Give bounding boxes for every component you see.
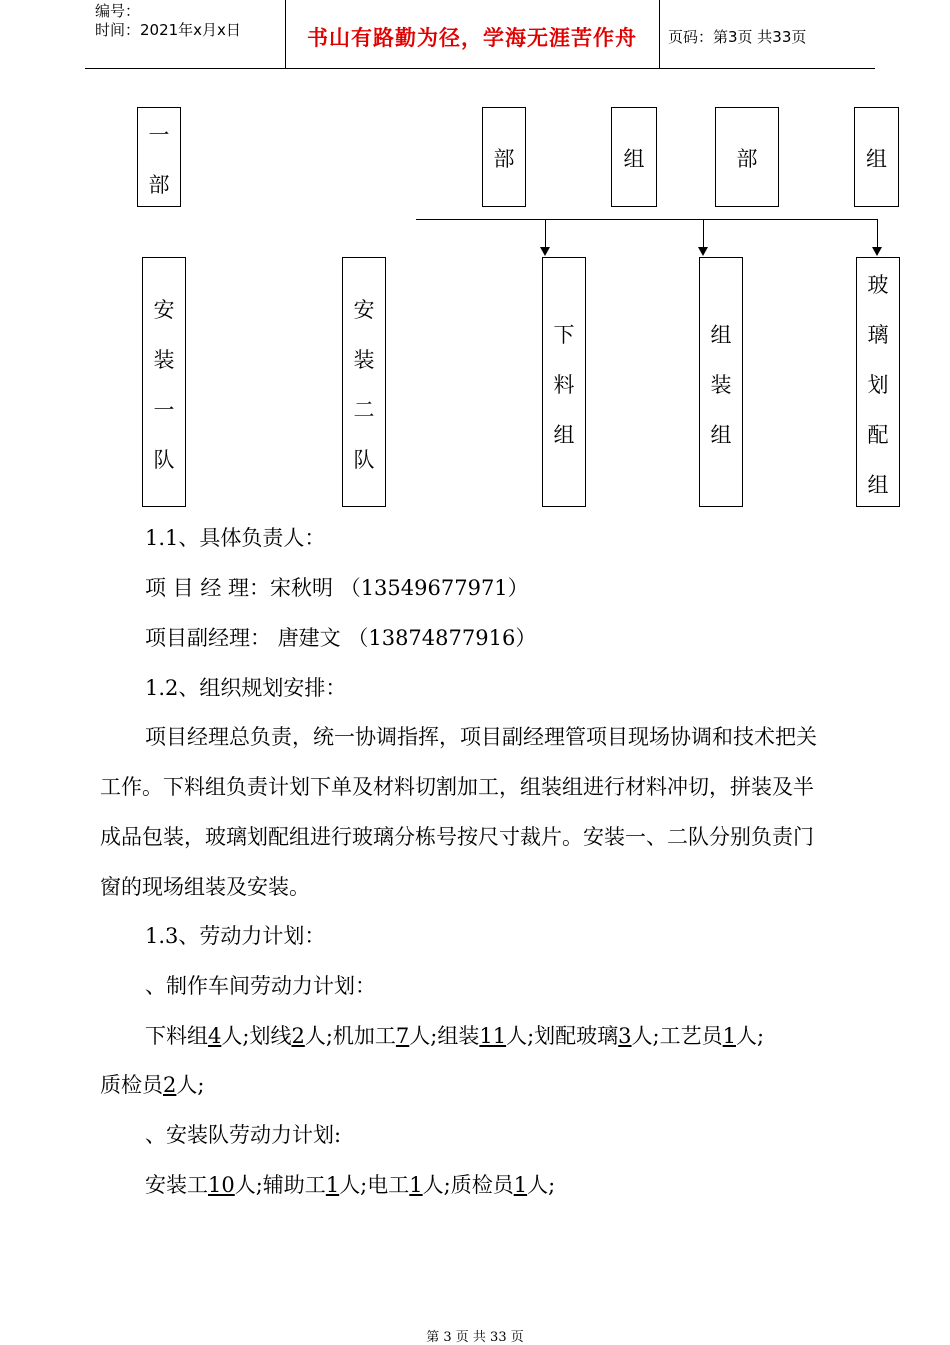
count: 3 bbox=[618, 1024, 632, 1048]
connector-line bbox=[877, 219, 878, 247]
org-box-char: 配 bbox=[867, 423, 889, 447]
org-box-char: 组 bbox=[866, 147, 887, 171]
org-box-char: 组 bbox=[553, 423, 575, 447]
date-label: 时间：2021年x月x日 bbox=[95, 21, 241, 39]
org-box-top-2 bbox=[482, 107, 526, 207]
count: 2 bbox=[163, 1073, 177, 1097]
label: 人;划线 bbox=[221, 1024, 292, 1048]
page-footer: 第 3 页 共 33 页 bbox=[426, 1330, 524, 1345]
org-box-char: 队 bbox=[153, 448, 175, 472]
org-box-char: 一 bbox=[153, 398, 175, 422]
count: 1 bbox=[513, 1173, 528, 1197]
serial-number-label: 编号： bbox=[95, 2, 141, 20]
header-page-info: 页码：第3页 共33页 bbox=[668, 28, 807, 46]
org-box-char: 部 bbox=[493, 147, 515, 171]
org-box-char: 组 bbox=[867, 473, 889, 497]
org-box-char: 组 bbox=[710, 323, 732, 347]
label: 下料组 bbox=[145, 1024, 208, 1048]
org-box-char: 一 bbox=[148, 123, 170, 147]
count: 1 bbox=[722, 1024, 736, 1048]
count: 4 bbox=[208, 1024, 222, 1048]
count: 10 bbox=[208, 1173, 235, 1197]
count: 1 bbox=[325, 1173, 340, 1197]
connector-line bbox=[416, 219, 878, 220]
label: 人;电工 bbox=[339, 1173, 410, 1197]
org-box-char: 装 bbox=[353, 348, 375, 372]
label: 人;质检员 bbox=[422, 1173, 514, 1197]
org-box-char: 下 bbox=[553, 323, 575, 347]
org-box-glass-group bbox=[856, 257, 900, 507]
org-box-top-4 bbox=[715, 107, 779, 207]
label: 人;组装 bbox=[409, 1024, 480, 1048]
org-box-char: 安 bbox=[353, 298, 375, 322]
arrow-down-icon bbox=[698, 247, 708, 256]
label: 人;机加工 bbox=[304, 1024, 396, 1048]
org-box-char: 划 bbox=[867, 373, 889, 397]
header-motto: 书山有路勤为径，学海无涯苦作舟 bbox=[307, 26, 637, 50]
org-box-top-1 bbox=[137, 107, 181, 207]
arrow-down-icon bbox=[872, 247, 882, 256]
workshop-plan-line bbox=[145, 1020, 764, 1050]
section-heading-1-1: 1.1、具体负责人： bbox=[145, 526, 326, 550]
org-box-char: 安 bbox=[153, 298, 175, 322]
deputy-manager-line: 项目副经理： 唐建文 （13874877916） bbox=[145, 626, 537, 650]
label: 人;划配玻璃 bbox=[506, 1024, 619, 1048]
paragraph-line: 窗的现场组装及安装。 bbox=[100, 875, 310, 899]
install-plan-title: 、安装队劳动力计划: bbox=[145, 1123, 342, 1147]
count: 11 bbox=[479, 1024, 507, 1048]
paragraph-line: 成品包装，玻璃划配组进行玻璃分栋号按尺寸裁片。安装一、二队分别负责门 bbox=[100, 825, 814, 849]
workshop-plan-title: 、制作车间劳动力计划： bbox=[145, 974, 376, 998]
section-heading-1-3: 1.3、劳动力计划： bbox=[145, 924, 326, 948]
org-box-char: 装 bbox=[153, 348, 175, 372]
org-box-char: 组 bbox=[710, 423, 732, 447]
org-box-char: 队 bbox=[353, 448, 375, 472]
label: 质检员 bbox=[100, 1073, 163, 1097]
org-box-char: 料 bbox=[553, 373, 575, 397]
paragraph-line: 工作。下料组负责计划下单及材料切割加工，组装组进行材料冲切，拼装及半 bbox=[100, 775, 814, 799]
connector-line bbox=[703, 219, 704, 247]
org-box-char: 部 bbox=[736, 147, 758, 171]
section-heading-1-2: 1.2、组织规划安排： bbox=[145, 676, 347, 700]
connector-line bbox=[545, 219, 546, 247]
org-box-top-3 bbox=[611, 107, 657, 207]
label: 人; bbox=[176, 1073, 205, 1097]
project-manager-line: 项 目 经 理：宋秋明 （13549677971） bbox=[145, 576, 529, 600]
org-box-char: 组 bbox=[623, 147, 645, 171]
count: 7 bbox=[395, 1024, 410, 1048]
paragraph-line: 项目经理总负责，统一协调指挥，项目副经理管项目现场协调和技术把关 bbox=[145, 725, 817, 749]
header-divider bbox=[659, 0, 660, 68]
count: 1 bbox=[409, 1173, 423, 1197]
workshop-plan-line bbox=[100, 1069, 204, 1099]
org-box-cutting-group bbox=[542, 257, 586, 507]
label: 人;辅助工 bbox=[234, 1173, 326, 1197]
org-box-char: 部 bbox=[148, 173, 170, 197]
org-box-char: 装 bbox=[710, 373, 732, 397]
page-header bbox=[85, 0, 875, 69]
arrow-down-icon bbox=[540, 247, 550, 256]
install-plan-line bbox=[145, 1169, 555, 1199]
label: 人;工艺员 bbox=[631, 1024, 723, 1048]
label: 人; bbox=[527, 1173, 556, 1197]
count: 2 bbox=[291, 1024, 305, 1048]
org-box-install-team-2 bbox=[342, 257, 386, 507]
org-box-char: 璃 bbox=[867, 323, 889, 347]
org-box-assembly-group bbox=[699, 257, 743, 507]
label: 安装工 bbox=[145, 1173, 208, 1197]
header-meta bbox=[95, 2, 241, 40]
org-box-top-5 bbox=[854, 107, 899, 207]
org-box-char: 二 bbox=[353, 398, 375, 422]
org-box-install-team-1 bbox=[142, 257, 186, 507]
org-box-char: 玻 bbox=[867, 273, 889, 297]
label: 人; bbox=[736, 1024, 765, 1048]
